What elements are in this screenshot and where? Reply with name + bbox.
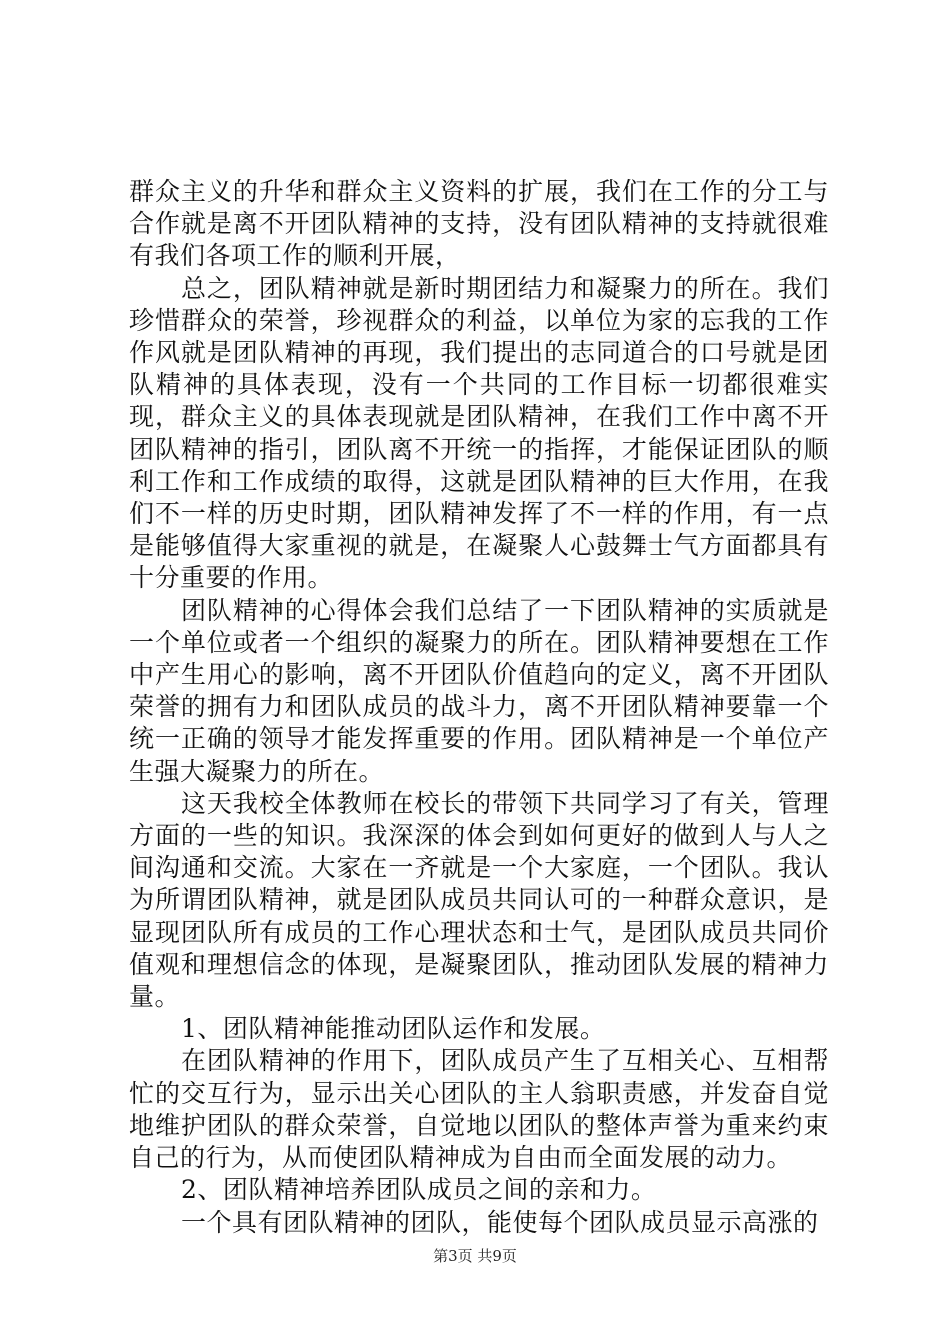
- page-footer: [0, 1246, 950, 1266]
- body-text: [129, 176, 829, 1239]
- paragraph-6: 一个具有团队精神的团队，能使每个团队成员显示高涨的: [181, 1207, 819, 1237]
- paragraph-1: 群众主义的升华和群众主义资料的扩展，我们在工作的分工与合作就是离不开团队精神的支持，没有团队精神的支持就很难有我们各项工作的顺利开展，: [129, 177, 829, 271]
- page-number-label: 第3页 共9页: [433, 1247, 517, 1265]
- paragraph-4: 这天我校全体教师在校长的带领下共同学习了有关，管理方面的一些的知识。我深深的体会到如何更好的做到人与人之间沟通和交流。大家在一齐就是一个大家庭，一个团队。我认为所谓团队精神，就是团队成员共同认可的一种群众意识，是显现团队所有成员的工作心理状态和士气，是团队成员共同价值观和理想信念的体现，是凝聚团队，推动团队发展的精神力量。: [129, 788, 829, 1012]
- paragraph-2: 总之，团队精神就是新时期团结力和凝聚力的所在。我们珍惜群众的荣誉，珍视群众的利益，以单位为家的忘我的工作作风就是团队精神的再现，我们提出的志同道合的口号就是团队精神的具体表现，没有一个共同的工作目标一切都很难实现，群众主义的具体表现就是团队精神，在我们工作中离不开团队精神的指引，团队离不开统一的指挥，才能保证团队的顺利工作和工作成绩的取得，这就是团队精神的巨大作用，在我们不一样的历史时期，团队精神发挥了不一样的作用，有一点是能够值得大家重视的就是，在凝聚人心鼓舞士气方面都具有十分重要的作用。: [129, 273, 829, 593]
- heading-item-1: 1、团队精神能推动团队运作和发展。: [181, 1014, 606, 1044]
- heading-item-2: 2、团队精神培养团队成员之间的亲和力。: [181, 1175, 657, 1205]
- paragraph-3: 团队精神的心得体会我们总结了一下团队精神的实质就是一个单位或者一个组织的凝聚力的所在。团队精神要想在工作中产生用心的影响，离不开团队价值趋向的定义，离不开团队荣誉的拥有力和团队成员的战斗力，离不开团队精神要靠一个统一正确的领导才能发挥重要的作用。团队精神是一个单位产生强大凝聚力的所在。: [129, 595, 829, 786]
- paragraph-5: 在团队精神的作用下，团队成员产生了互相关心、互相帮忙的交互行为，显示出关心团队的主人翁职责感，并发奋自觉地维护团队的群众荣誉，自觉地以团队的整体声誉为重来约束自己的行为，从而使团队精神成为自由而全面发展的动力。: [129, 1046, 829, 1173]
